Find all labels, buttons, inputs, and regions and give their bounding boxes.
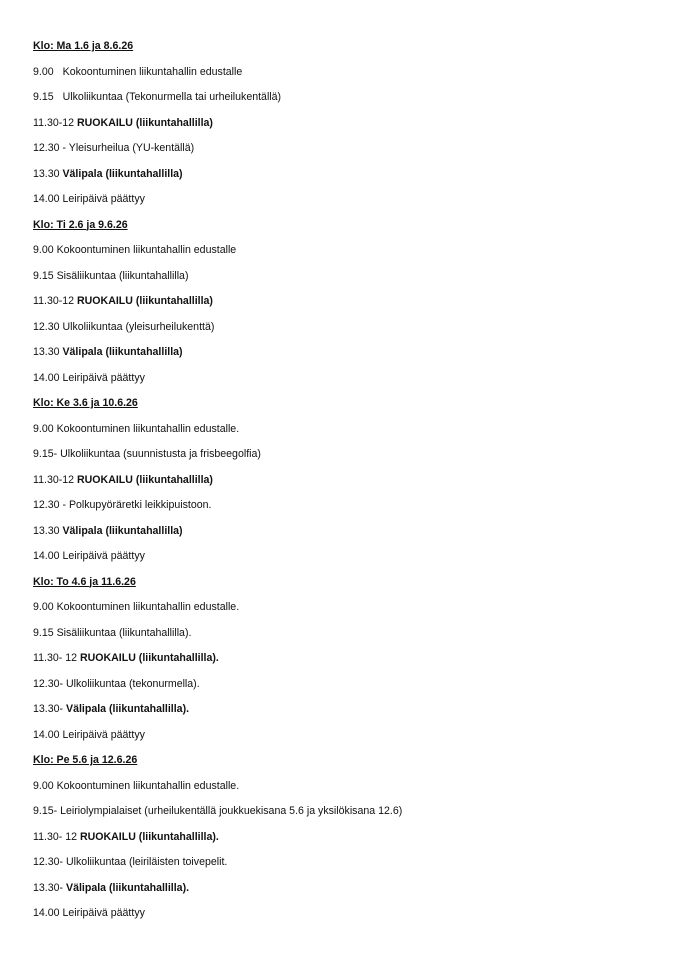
- schedule-item: [33, 244, 653, 257]
- item-text: Leiripäivä päättyy: [62, 728, 145, 741]
- item-text: Kokoontuminen liikuntahallin edustalle: [62, 65, 243, 78]
- item-time: 13.30-: [33, 703, 64, 715]
- item-time: 9.00: [33, 422, 54, 435]
- item-time: 13.30: [33, 524, 60, 537]
- item-bold-text: Välipala (liikuntahallilla).: [66, 703, 190, 715]
- item-bold-text: RUOKAILU (liikuntahallilla): [77, 295, 213, 307]
- item-bold-text: Välipala (liikuntahallilla): [62, 524, 183, 537]
- schedule-item: [33, 652, 653, 665]
- item-text: Kokoontuminen liikuntahallin edustalle.: [56, 601, 240, 613]
- item-time: 9.15: [33, 626, 54, 639]
- item-time: 13.30: [33, 167, 60, 180]
- schedule-item: [33, 270, 653, 283]
- item-text: Yleisurheilua (YU-kentällä): [68, 142, 195, 154]
- schedule-item: [33, 346, 653, 359]
- item-bold-text: Välipala (liikuntahallilla).: [66, 881, 190, 894]
- item-time: 11.30-12: [33, 473, 75, 486]
- schedule-item: [33, 907, 653, 920]
- item-text: Ulkoliikuntaa (suunnistusta ja frisbeegolfia): [60, 448, 261, 460]
- item-time: 14.00: [33, 193, 60, 205]
- item-time: 11.30- 12: [33, 830, 77, 843]
- schedule-item: [33, 550, 653, 563]
- schedule-item: [33, 856, 653, 869]
- item-bold-text: RUOKAILU (liikuntahallilla): [77, 116, 213, 129]
- schedule-item: [33, 780, 653, 793]
- item-text: Kokoontuminen liikuntahallin edustalle: [56, 244, 237, 256]
- item-bold-text: RUOKAILU (liikuntahallilla).: [79, 830, 219, 843]
- schedule-item: [33, 142, 653, 155]
- item-text: Ulkoliikuntaa (leiriläisten toivepelit.: [66, 856, 228, 868]
- schedule-document: [33, 40, 653, 933]
- item-time: 9.15-: [33, 805, 58, 817]
- item-time: 9.00: [33, 244, 54, 256]
- item-time: 13.30-: [33, 881, 64, 894]
- schedule-item: [33, 91, 653, 104]
- item-bold-text: RUOKAILU (liikuntahallilla).: [79, 652, 219, 664]
- item-time: 11.30- 12: [33, 652, 77, 664]
- item-time: 13.30: [33, 346, 60, 358]
- schedule-item: [33, 729, 653, 742]
- schedule-item: [33, 474, 653, 487]
- item-text: Leiripäivä päättyy: [62, 193, 145, 205]
- day-heading: Klo: Ti 2.6 ja 9.6.26: [33, 218, 128, 231]
- schedule-item: [33, 295, 653, 308]
- item-time: 11.30-12: [33, 116, 75, 129]
- schedule-item: [33, 499, 653, 512]
- item-time: 12.30 -: [33, 142, 66, 154]
- schedule-item: [33, 423, 653, 436]
- item-time: 12.30-: [33, 856, 64, 868]
- item-time: 12.30 -: [33, 499, 66, 511]
- schedule-item: [33, 321, 653, 334]
- item-time: 9.00: [33, 601, 54, 613]
- day-heading: Klo: Pe 5.6 ja 12.6.26: [33, 754, 138, 766]
- item-bold-text: Välipala (liikuntahallilla): [62, 167, 183, 180]
- item-text: Ulkoliikuntaa (Tekonurmella tai urheilukentällä): [62, 91, 282, 103]
- schedule-item: [33, 448, 653, 461]
- item-time: 9.00: [33, 65, 54, 78]
- day-heading: Klo: To 4.6 ja 11.6.26: [33, 575, 136, 588]
- item-text: Leiripäivä päättyy: [62, 550, 145, 562]
- day-heading: Klo: Ma 1.6 ja 8.6.26: [33, 40, 134, 52]
- item-text: Leiripäivä päättyy: [62, 907, 145, 919]
- item-text: Sisäliikuntaa (liikuntahallilla).: [56, 626, 192, 639]
- schedule-item: [33, 117, 653, 130]
- item-time: 9.00: [33, 779, 54, 792]
- schedule-item: [33, 805, 653, 818]
- item-time: 9.15-: [33, 448, 58, 460]
- item-time: 9.15: [33, 91, 54, 103]
- item-time: 14.00: [33, 907, 60, 919]
- item-text: Kokoontuminen liikuntahallin edustalle.: [56, 422, 240, 435]
- day-heading: Klo: Ke 3.6 ja 10.6.26: [33, 397, 138, 409]
- item-time: 14.00: [33, 371, 60, 384]
- item-text: Ulkoliikuntaa (tekonurmella).: [66, 677, 200, 690]
- item-text: Polkupyöräretki leikkipuistoon.: [68, 499, 212, 511]
- schedule-item: [33, 525, 653, 538]
- schedule-item: [33, 703, 653, 716]
- item-time: 9.15: [33, 269, 54, 282]
- item-text: Leiripäivä päättyy: [62, 371, 145, 384]
- schedule-item: [33, 601, 653, 614]
- schedule-item: [33, 66, 653, 79]
- schedule-item: [33, 627, 653, 640]
- schedule-item: [33, 678, 653, 691]
- schedule-item: [33, 168, 653, 181]
- item-bold-text: Välipala (liikuntahallilla): [62, 346, 183, 358]
- item-time: 11.30-12: [33, 295, 75, 307]
- item-text: Ulkoliikuntaa (yleisurheilukenttä): [62, 320, 215, 333]
- schedule-item: [33, 882, 653, 895]
- item-time: 14.00: [33, 728, 60, 741]
- schedule-item: [33, 372, 653, 385]
- item-text: Sisäliikuntaa (liikuntahallilla): [56, 269, 189, 282]
- item-time: 14.00: [33, 550, 60, 562]
- item-text: Kokoontuminen liikuntahallin edustalle.: [56, 779, 240, 792]
- item-text: Leiriolympialaiset (urheilukentällä joukkuekisana 5.6 ja yksilökisana 12.6): [60, 805, 403, 817]
- item-bold-text: RUOKAILU (liikuntahallilla): [77, 473, 213, 486]
- item-time: 12.30-: [33, 677, 64, 690]
- item-time: 12.30: [33, 320, 60, 333]
- schedule-item: [33, 193, 653, 206]
- schedule-item: [33, 831, 653, 844]
